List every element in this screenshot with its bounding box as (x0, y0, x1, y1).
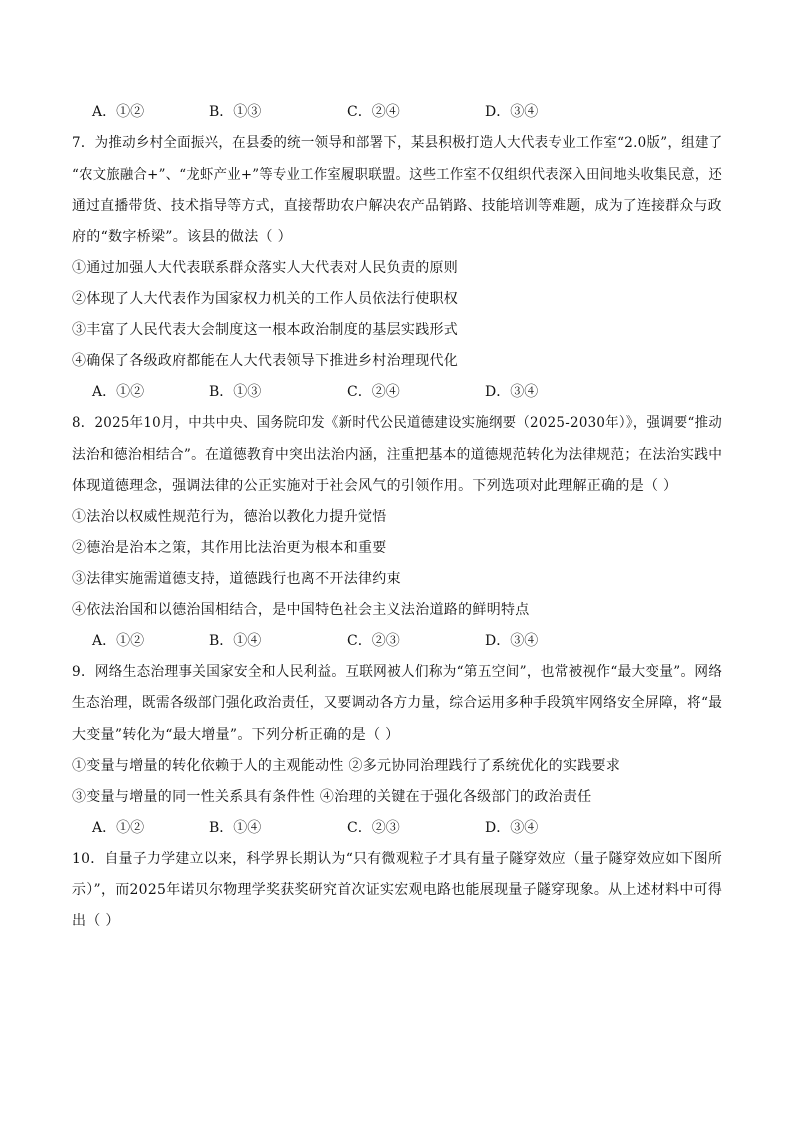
q9-option-a: A．①② (92, 820, 145, 836)
q9-line-1: 9．网络生态治理事关国家安全和人民利益。互联网被人们称为“第五空间”，也常被视作“最大变量”。网络 (72, 664, 723, 680)
q7-option-d: D．③④ (485, 384, 539, 400)
q7-line-2: “农文旅融合+”、“龙虾产业+”等专业工作室履职联盟。这些工作室不仅组织代表深入田间地头收集民意，还 (72, 167, 723, 183)
q9-statement-row-1: ①变量与增量的转化依赖于人的主观能动性 ②多元协同治理践行了系统优化的实践要求 (72, 758, 621, 774)
q6-option-a: A．①② (92, 104, 145, 120)
q7-statement-4: ④确保了各级政府都能在人大代表领导下推进乡村治理现代化 (72, 353, 459, 369)
q8-line-3: 体现道德理念，强调法律的公正实施对于社会风气的引领作用。下列选项对此理解正确的是（ ） (72, 478, 678, 494)
q8-option-a: A．①② (92, 633, 145, 649)
q7-option-a: A．①② (92, 384, 145, 400)
q6-option-d: D．③④ (485, 104, 539, 120)
q8-statement-1: ①法治以权威性规范行为，德治以教化力提升觉悟 (72, 509, 387, 525)
q8-option-c: C．②③ (347, 633, 400, 649)
q8-option-b: B．①④ (209, 633, 262, 649)
q7-statement-1: ①通过加强人大代表联系群众落实人大代表对人民负责的原则 (72, 260, 459, 276)
q8-line-2: 法治和德治相结合”。在道德教育中突出法治内涵，注重把基本的道德规范转化为法律规范；在法治实践中 (72, 447, 723, 463)
q7-line-1: 7．为推动乡村全面振兴，在县委的统一领导和部署下，某县积极打造人大代表专业工作室“2.0版”，组建了 (72, 135, 723, 151)
q8-option-d: D．③④ (485, 633, 539, 649)
q7-option-c: C．②④ (347, 384, 400, 400)
q7-line-3: 通过直播带货、技术指导等方式，直接帮助农户解决农产品销路、技能培训等难题，成为了连接群众与政 (72, 198, 722, 214)
q8-statement-3: ③法律实施需道德支持，道德践行也离不开法律约束 (72, 571, 401, 587)
q9-option-d: D．③④ (485, 820, 539, 836)
q10-line-2: 示）”，而2025年诺贝尔物理学奖获奖研究首次证实宏观电路也能展现量子隧穿现象。从上述材料中可得 (72, 882, 723, 898)
q6-option-c: C．②④ (347, 104, 400, 120)
q8-statement-4: ④依法治国和以德治国相结合，是中国特色社会主义法治道路的鲜明特点 (72, 602, 530, 618)
q10-line-3: 出（ ） (72, 913, 120, 929)
q9-line-2: 生态治理，既需各级部门强化政治责任，又要调动各方力量，综合运用多种手段筑牢网络安全屏障，将“最 (72, 695, 723, 711)
q10-line-1: 10．自量子力学建立以来，科学界长期认为“只有微观粒子才具有量子隧穿效应（量子隧穿效应如下图所 (72, 851, 723, 867)
q9-line-3: 大变量”转化为“最大增量”。下列分析正确的是（ ） (72, 727, 400, 743)
q9-option-b: B．①④ (209, 820, 262, 836)
q7-statement-2: ②体现了人大代表作为国家权力机关的工作人员依法行使职权 (72, 291, 459, 307)
q8-line-1: 8．2025年10月，中共中央、国务院印发《新时代公民道德建设实施纲要（2025-2030年）》，强调要“推动 (72, 415, 723, 431)
q9-option-c: C．②③ (347, 820, 400, 836)
q7-line-4: 府的“数字桥梁”。该县的做法（ ） (72, 229, 292, 245)
q7-option-b: B．①③ (209, 384, 262, 400)
q7-statement-3: ③丰富了人民代表大会制度这一根本政治制度的基层实践形式 (72, 322, 459, 338)
q6-option-b: B．①③ (209, 104, 262, 120)
q8-statement-2: ②德治是治本之策，其作用比法治更为根本和重要 (72, 540, 387, 556)
q9-statement-row-2: ③变量与增量的同一性关系具有条件性 ④治理的关键在于强化各级部门的政治责任 (72, 789, 592, 805)
